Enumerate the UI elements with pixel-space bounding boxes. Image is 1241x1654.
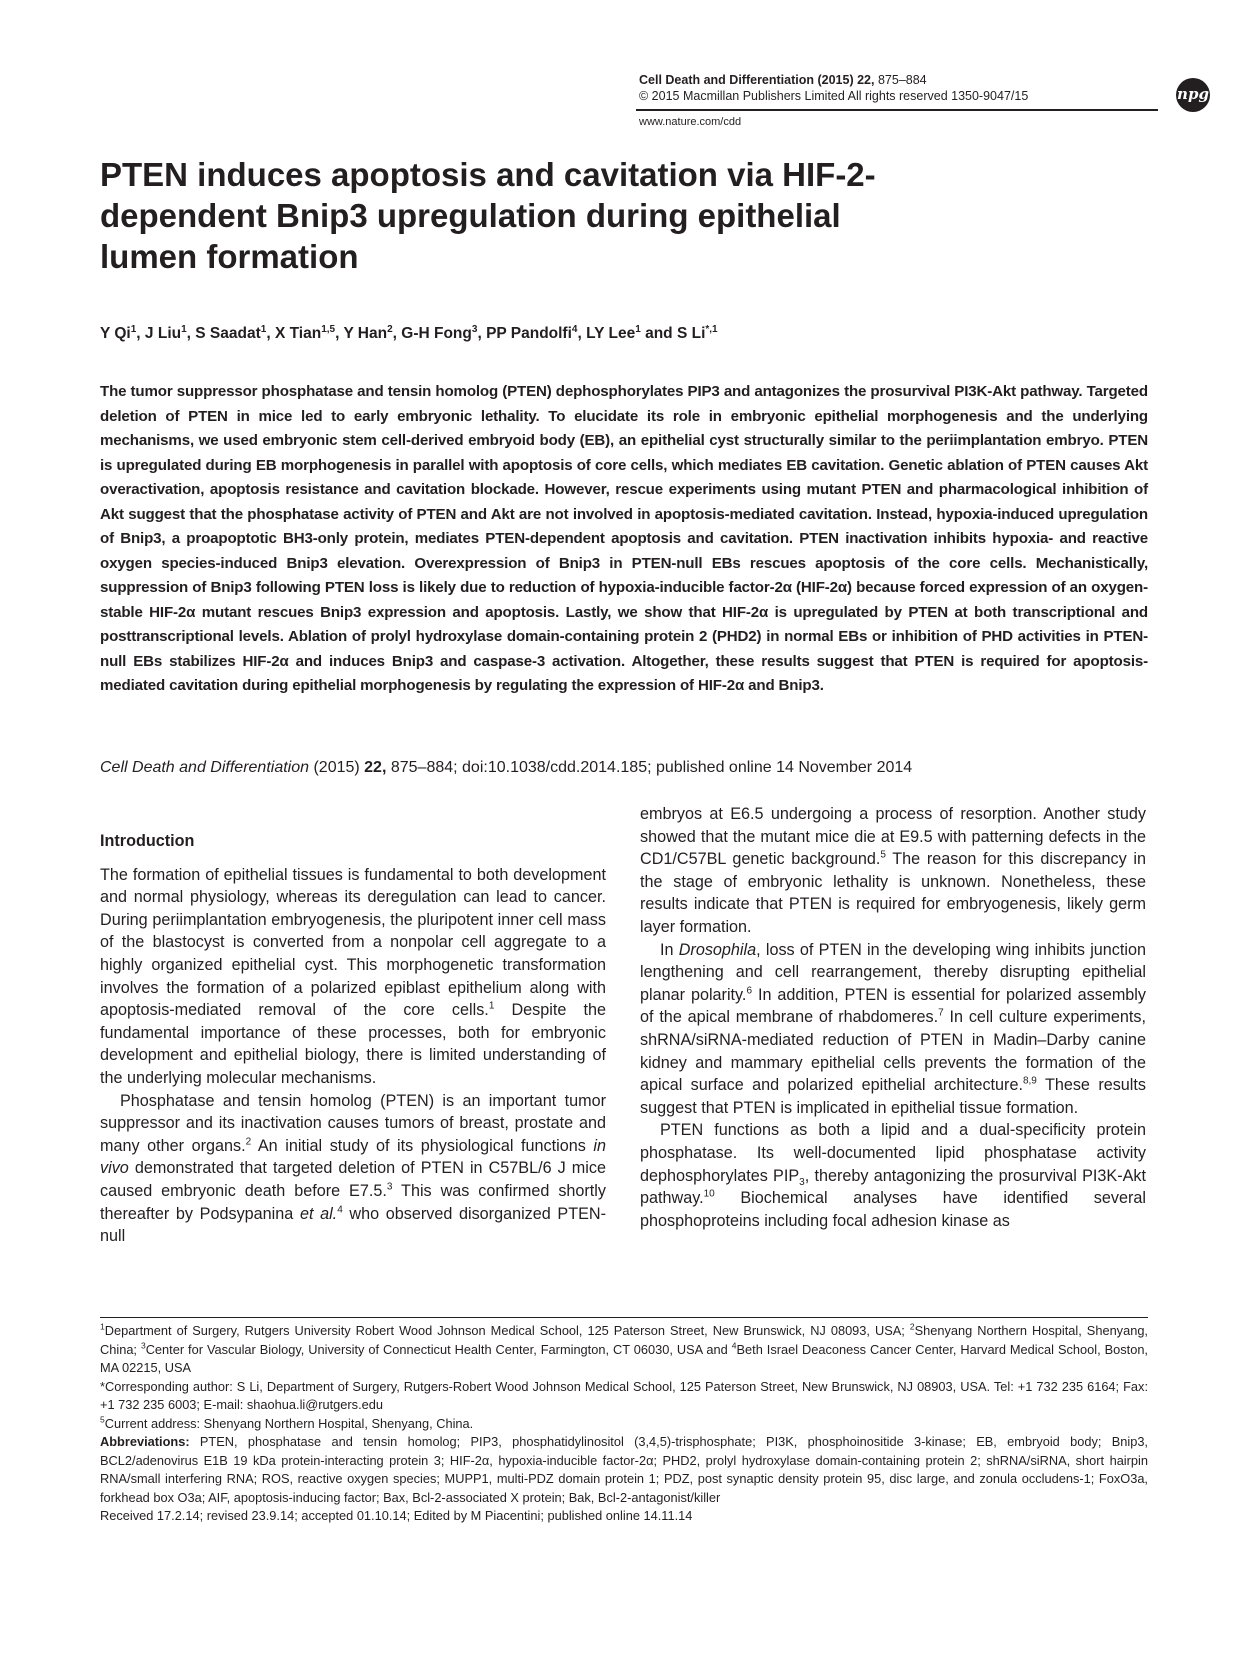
body-paragraph: Phosphatase and tensin homolog (PTEN) is an important tumor suppressor and its inactivation causes tumors of breast, prostate and many other organs.$^2$ An initial study of its physiological functions in vivo demonstrated that targeted deletion of PTEN in C57BL/6 J mice caused embryonic death before E7.5.$^3$ This was confirmed shortly thereafter by Podsypanina et al.$^4$ who observed disorganized PTEN-null <box>100 1091 607 1246</box>
body-column-right <box>640 803 1146 1232</box>
abstract: The tumor suppressor phosphatase and tensin homolog (PTEN) dephosphorylates PIP3 and antagonizes the prosurvival PI3K-Akt pathway. Targeted deletion of PTEN in mice led to early embryonic lethality. To elucidate its role in embryonic epithelial morphogenesis and the underlying mechanisms, we used embryonic stem cell-derived embryoid body (EB), an epithelial cyst structurally similar to the periimplantation embryo. PTEN is upregulated during EB morphogenesis in parallel with apoptosis of core cells, which mediates EB cavitation. Genetic ablation of PTEN causes Akt overactivation, apoptosis resistance and cavitation blockade. However, rescue experiments using mutant PTEN and pharmacological inhibition of Akt suggest that the phosphatase activity of PTEN and Akt are not involved in apoptosis-mediated cavitation. Instead, hypoxia-induced upregulation of Bnip3, a proapoptotic BH3-only protein, mediates PTEN-dependent apoptosis and cavitation. PTEN inactivation inhibits hypoxia- and reactive oxygen species-induced Bnip3 elevation. Overexpression of Bnip3 in PTEN-null EBs rescues apoptosis of the core cells. Mechanistically, suppression of Bnip3 following PTEN loss is likely due to reduction of hypoxia-inducible factor-2α (HIF-2α) because forced expression of an oxygen-stable HIF-2α mutant rescues Bnip3 expression and apoptosis. Lastly, we show that HIF-2α is upregulated by PTEN at both transcriptional and posttranscriptional levels. Ablation of prolyl hydroxylase domain-containing protein 2 (PHD2) in normal EBs or inhibition of PHD activities in PTEN-null EBs stabilizes HIF-2α and induces Bnip3 and caspase-3 activation. Altogether, these results suggest that PTEN is required for apoptosis-mediated cavitation during epithelial morphogenesis by regulating the expression of HIF-2α and Bnip3. <box>100 383 1148 694</box>
author-list: Y Qi$^1$, J Liu$^1$, S Saadat$^1$, X Tian$^{1,5}$, Y Han$^2$, G-H Fong$^3$, PP Pandolfi$^4$, LY Lee$^1$ and S $Li^{*,1}$ <box>100 324 718 343</box>
reference-marker: 7 <box>938 1007 944 1019</box>
reference-marker: 6 <box>746 985 752 997</box>
corresponding-author: *Corresponding author: S Li, Department of Surgery, Rutgers-Robert Wood Johnson Medical School, 125 Paterson Street, New Brunswick, NJ 08903, USA. Tel: +1 732 235 6164; Fax: +1 732 235 6003; E-mail: shaohua.li@rutgers.edu <box>100 1378 1148 1412</box>
body-paragraph: embryos at E6.5 undergoing a process of resorption. Another study showed that the mutant mice die at E9.5 with patterning defects in the CD1/C57BL genetic background.$^5$ The reason for this discrepancy in the stage of embryonic lethality is unknown. Nonetheless, these results indicate that PTEN is required for embryogenesis, likely germ layer formation. <box>640 805 1146 936</box>
body-paragraph: In Drosophila, loss of PTEN in the developing wing inhibits junction lengthening and cell rearrangement, thereby disrupting epithelial planar polarity.$^6$ In addition, PTEN is essential for polarized assembly of the apical membrane of rhabdomeres.$^7$ In cell culture experiments, shRNA/siRNA-mediated reduction of PTEN in Madin–Darby canine kidney and mammary epithelial cells prevents the formation of the apical surface and polarized epithelial architecture.$^{8,9}$ These results suggest that PTEN is implicated in epithelial tissue formation. <box>640 940 1146 1117</box>
body-paragraph: The formation of epithelial tissues is fundamental to both development and normal physiology, whereas its deregulation can lead to cancer. During periimplantation embryogenesis, the pluripotent inner cell mass of the blastocyst is converted from a nonpolar cell aggregate to a highly organized epithelial cyst. This morphogenetic transformation involves the formation of a polarized epiblast epithelium along with apoptosis-mediated removal of the core cells.$^1$ Despite the fundamental importance of these processes, both for embryonic development and epithelial biology, there is limited understanding of the underlying molecular mechanisms. <box>100 865 606 1087</box>
author: PP Pandolfi$^4$ <box>486 324 578 343</box>
author: Y Qi$^1$ <box>100 324 137 343</box>
journal-url: www.nature.com/cdd <box>639 116 742 128</box>
current-address: $^5$Current address: Shenyang Northern Hospital, Shenyang, China. <box>100 1414 474 1431</box>
reference-marker: 8,9 <box>1022 1075 1037 1087</box>
author: S Saadat$^1$ <box>195 324 267 343</box>
reference-marker: 3 <box>386 1181 393 1193</box>
abbreviations: Abbreviations: PTEN, phosphatase and tensin homolog; PIP3, phosphatidylinositol (3,4,5)-trisphosphate; PI3K, phosphoinositide 3-kinase; EB, embryoid body; Bnip3, BCL2/adenovirus E1B 19 kDa protein-interacting protein 3; HIF-2α, hypoxia-inducible factor-2α; PHD2, prolyl hydroxylase domain-containing protein 2; shRNA/siRNA, short hairpin RNA/small interfering RNA; ROS, reactive oxygen species; MUPP1, multi-PDZ domain protein 1; PDZ, post synaptic density protein 95, disc large, and zonula occludens-1; FoxO3a, forkhead box O3a; AIF, apoptosis-inducing factor; Bax, Bcl-2-associated X protein; Bak, Bcl-2-antagonist/killer <box>100 1434 1148 1505</box>
reference-marker: 2 <box>245 1136 252 1148</box>
section-heading-introduction: Introduction <box>100 832 195 850</box>
author: X Tian$^{1,5}$ <box>274 324 336 343</box>
header-divider <box>636 109 1158 111</box>
body-paragraph: PTEN functions as both a lipid and a dual-specificity protein phosphatase. Its well-documented lipid phosphatase activity dephosphorylates $PIP_3$, thereby antagonizing the prosurvival PI3K-Akt pathway.$^{10}$ Biochemical analyses have identified several phosphoproteins including focal adhesion kinase as <box>640 1121 1146 1230</box>
reference-marker: 4 <box>337 1204 343 1216</box>
journal-name: Cell Death and Differentiation (2015) 22, <box>639 73 875 87</box>
journal-citation-header <box>639 73 927 88</box>
author: S $Li^{*,1}$ <box>676 324 718 343</box>
citation-details: 875–884; doi:10.1038/cdd.2014.185; published online 14 November 2014 <box>386 759 913 776</box>
authors-and: and <box>645 325 673 343</box>
reference-marker: 1 <box>488 1000 495 1012</box>
author: J Liu$^1$ <box>144 324 187 343</box>
footnote-divider <box>100 1317 1148 1318</box>
copyright-line: © 2015 Macmillan Publishers Limited All rights reserved 1350-9047/15 <box>639 89 1029 103</box>
received-dates: Received 17.2.14; revised 23.9.14; accepted 01.10.14; Edited by M Piacentini; published online 14.11.14 <box>100 1508 693 1523</box>
author: LY Lee$^1$ <box>586 324 641 343</box>
footnotes <box>100 1322 1148 1526</box>
reference-marker: 10 <box>703 1188 715 1200</box>
citation-volume: 22, <box>364 759 387 776</box>
citation-year: (2015) <box>309 759 365 776</box>
npg-logo: npg <box>1176 78 1210 112</box>
author: Y Han$^2$ <box>343 324 393 343</box>
article-title: PTEN induces apoptosis and cavitation via HIF-2-dependent Bnip3 upregulation during epithelial lumen formation <box>100 156 876 275</box>
affiliations: $^1$Department of Surgery, Rutgers University Robert Wood Johnson Medical School, 125 Paterson Street, New Brunswick, NJ 08093, USA; $^2$Shenyang Northern Hospital, Shenyang, China; $^3$Center for Vascular Biology, University of Connecticut Health Center, Farmington, CT 06030, USA and $^4$Beth Israel Deaconess Cancer Center, Harvard Medical School, Boston, MA 02215, USA <box>100 1321 1148 1375</box>
citation-line <box>100 758 1150 778</box>
reference-marker: 5 <box>880 849 886 861</box>
author: G-H Fong$^3$ <box>401 324 478 343</box>
journal-pages: 875–884 <box>874 73 927 87</box>
body-column-left <box>100 830 606 1248</box>
citation-journal: Cell Death and Differentiation <box>100 759 310 776</box>
